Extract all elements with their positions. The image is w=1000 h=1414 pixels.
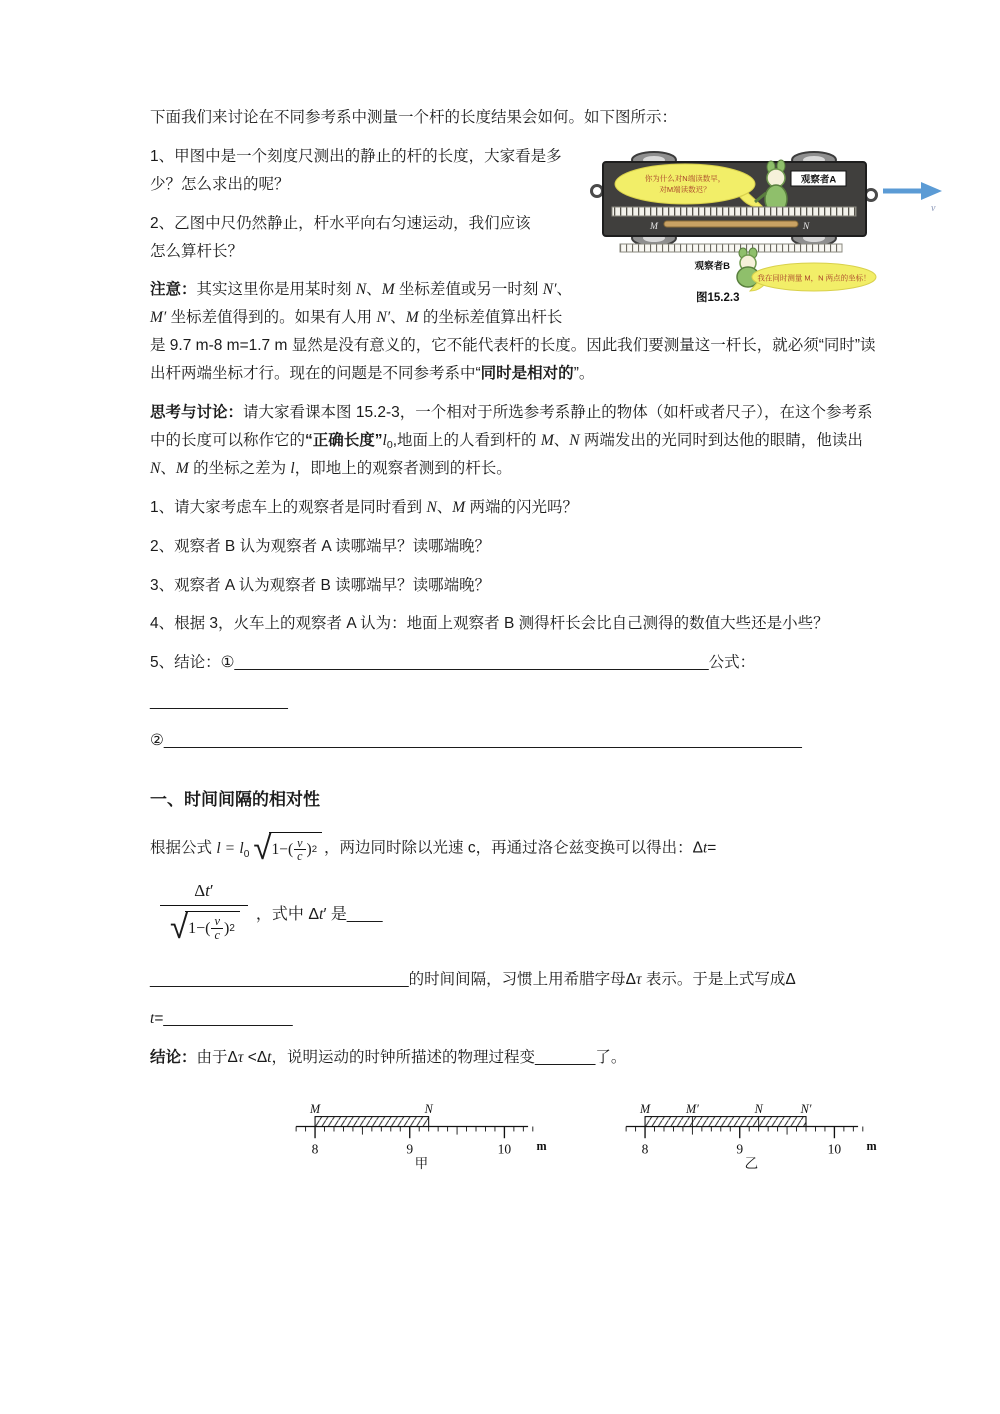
section-heading: 一、时间间隔的相对性 (150, 789, 320, 809)
formula-intro-text: 根据公式 (150, 839, 217, 857)
fraction-denominator (160, 905, 248, 944)
car-ruler (612, 207, 856, 216)
svg-text:10: 10 (497, 1141, 512, 1157)
bubble-a-text-line1: 你为什么对N端读数早， (644, 173, 726, 183)
svg-text:甲: 甲 (414, 1155, 429, 1171)
rod-label-m: M (650, 221, 658, 232)
svg-text:M: M (309, 1101, 321, 1116)
ground-ruler (620, 244, 842, 252)
discussion-q3: 3、观察者 A 认为观察者 B 读哪端早？读哪端晚？ (150, 576, 491, 594)
exponent-two: 2 (229, 923, 235, 935)
formula-outro-text: ，两边同时除以光速 c，再通过洛仑兹变换可以得出：Δt= (324, 839, 717, 857)
svg-text:10: 10 (827, 1141, 842, 1157)
var-l0: l (239, 839, 244, 857)
discussion-q5-line3: ②__________________________________________________________________________ (150, 732, 802, 750)
right-hook-icon (866, 189, 877, 200)
measured-rod (664, 221, 798, 227)
svg-text:乙: 乙 (744, 1155, 759, 1171)
discussion-q5-line1: 5、结论：①_______________________________________________________公式： (150, 654, 756, 672)
svg-text:观察者A: 观察者A (800, 174, 837, 186)
ruler-figure-yi (618, 1086, 884, 1176)
svg-text:8: 8 (641, 1141, 649, 1157)
lorentz-formula-paragraph (150, 827, 884, 867)
discussion-paragraph: 思考与讨论：请大家看课本图 15.2-3，一个相对于所选参考系静止的物体（如杆或者尺子），在这个参考系中的长度可以称作它的“正确长度$”l_0$,地面上的人看到杆的 M、N 两端发出的光同时到达他的眼睛，他读出 N、M 的坐标之差为 l，即地上的观察者测到的杆长。 (150, 404, 873, 477)
intro-paragraph: 下面我们来讨论在不同参考系中测量一个杆的长度结果会如何。如下图所示： (150, 109, 678, 126)
radical-sign-icon: √ (170, 906, 189, 946)
svg-text:m: m (866, 1138, 877, 1153)
svg-text:m: m (536, 1138, 547, 1153)
discussion-q4: 4、根据 3，火车上的观察者 A 认为：地面上观察者 B 测得杆长会比自己测得的数值大些还是小些？ (150, 615, 829, 633)
time-dilation-fraction (160, 881, 248, 944)
ruler-figure-jia (288, 1086, 554, 1176)
v-over-c-fraction: v c (294, 837, 305, 863)
discussion-q1: 1、请大家考虑车上的观察者是同时看到 N、M 两端的闪光吗？ (150, 498, 579, 516)
train-illustration (590, 149, 942, 307)
interval-blank-paragraph: ______________________________的时间间隔，习惯上用希腊字母Δτ 表示。于是上式写成Δ (150, 970, 796, 988)
rod-label-n: N (802, 221, 810, 232)
equals-sign: = (225, 839, 235, 857)
svg-text:N′: N′ (800, 1101, 812, 1116)
length-contraction-formula (216, 827, 324, 867)
item2-line1: 2、乙图中尺仍然静止，杆水平向右匀速运动，我们应该 (150, 214, 531, 232)
item2-line2: 怎么算杆长？ (150, 242, 244, 260)
fraction-following-text: ，式中 Δt′ 是____ (255, 905, 383, 923)
svg-text:N: N (754, 1101, 763, 1116)
figure-caption: 图15.2.3 (696, 291, 740, 304)
var-l: l (216, 839, 221, 857)
svg-text:9: 9 (406, 1141, 414, 1157)
radical-sign-icon: √ (253, 827, 272, 867)
conclusion-paragraph: 结论：由于Δτ <Δt，说明运动的时钟所描述的物理过程变_______了。 (150, 1048, 627, 1066)
observer-a-label (791, 171, 846, 186)
exponent-two: 2 (311, 844, 318, 856)
discussion-q5-line2: ________________ (150, 693, 288, 711)
bubble-a-text-line2: 对M端读数迟？ (659, 184, 711, 194)
square-root: √ 1−( v c ) 2 (253, 832, 322, 865)
item1-paragraph: 1、甲图中是一个刻度尺测出的静止的杆的长度，大家看是多少？怎么求出的呢？ (150, 147, 562, 193)
svg-text:8: 8 (311, 1141, 319, 1157)
velocity-label: v (931, 202, 936, 214)
fraction-numerator: Δt′ (194, 880, 214, 900)
ruler-figures-row (288, 1086, 884, 1176)
subscript-zero: 0 (243, 848, 250, 860)
svg-text:M: M (639, 1101, 651, 1116)
bubble-b-text: 我在同时测量 M，N 两点的坐标！ (757, 273, 871, 283)
svg-text:9: 9 (736, 1141, 744, 1157)
left-hook-icon (592, 185, 603, 196)
time-dilation-formula-block (150, 881, 884, 944)
observer-b-speech-bubble (750, 263, 876, 291)
velocity-arrow (883, 182, 942, 214)
svg-text:N: N (424, 1101, 433, 1116)
t-equals-blank-line: t=_______________ (150, 1009, 293, 1027)
square-root: √ 1−( v c ) 2 (170, 911, 240, 944)
notice-paragraph: 注意：其实这里你是用某时刻 N、M 坐标差值或另一时刻 N′、M′ 坐标差值得到的。如果有人用 N′、M 的坐标差值算出杆长是 9.7 m-8 m=1.7 m 显然是没有意义的，它不能代表杆的长度。因此我们要测量这一杆长，就必须“同时”读出杆两端坐标才行。现在的问题是不同参考系中“同时是相对的”。 (150, 281, 876, 383)
figure-15-2-3 (590, 149, 942, 307)
discussion-q2: 2、观察者 B 认为观察者 A 读哪端早？读哪端晚？ (150, 537, 491, 555)
svg-text:M′: M′ (685, 1101, 699, 1116)
observer-b-label: 观察者B (694, 260, 730, 272)
v-over-c-fraction: v c (211, 915, 223, 942)
